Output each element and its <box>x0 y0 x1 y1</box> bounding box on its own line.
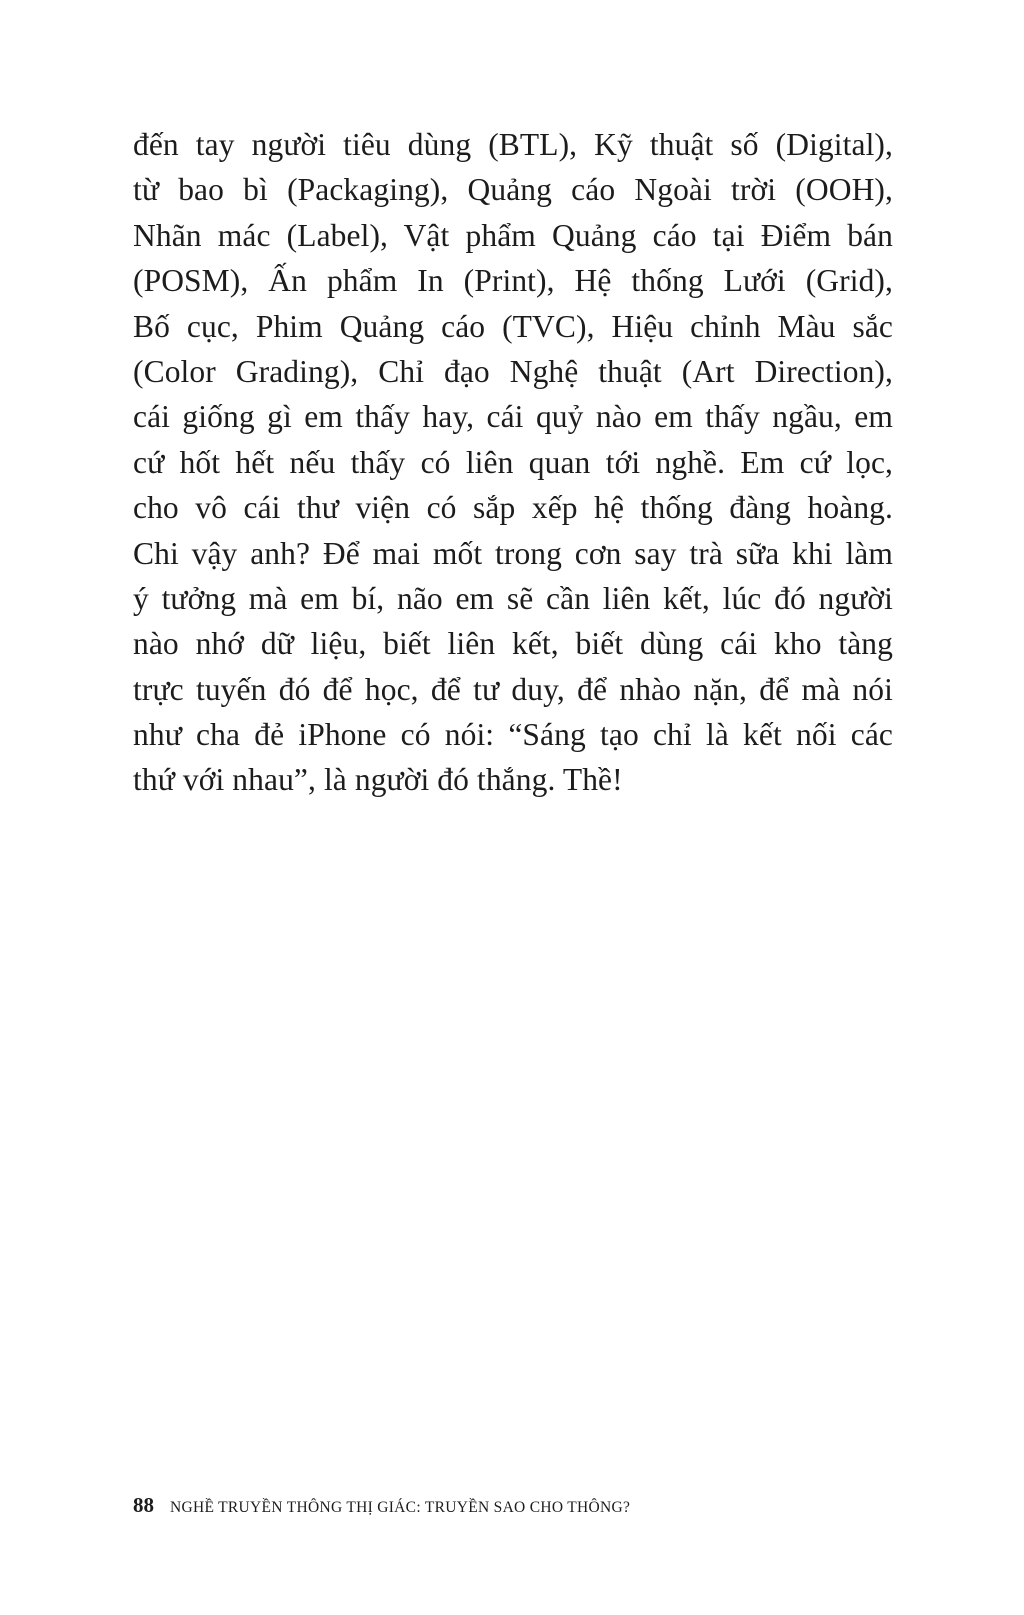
text-line: nào nhớ dữ liệu, biết liên kết, biết dùng cái kho tàng <box>133 626 893 662</box>
page-footer <box>133 1493 630 1517</box>
text-line: cứ hốt hết nếu thấy có liên quan tới nghề. Em cứ lọc, <box>133 444 893 480</box>
text-line: đến tay người tiêu dùng (BTL), Kỹ thuật số (Digital), <box>133 127 893 162</box>
text-line: như cha đẻ iPhone có nói: “Sáng tạo chỉ là kết nối các <box>133 717 893 753</box>
text-line: cho vô cái thư viện có sắp xếp hệ thống đàng hoàng. <box>133 490 893 526</box>
text-line: ý tưởng mà em bí, não em sẽ cần liên kết, lúc đó người <box>133 580 893 616</box>
text-line: Nhãn mác (Label), Vật phẩm Quảng cáo tại Điểm bán <box>133 217 893 253</box>
page-number: 88 <box>133 1493 154 1517</box>
text-line-last: thứ với nhau”, là người đó thắng. Thề! <box>133 762 623 798</box>
text-line: trực tuyến đó để học, để tư duy, để nhào nặn, để mà nói <box>133 671 893 707</box>
text-line: (POSM), Ấn phẩm In (Print), Hệ thống Lưới (Grid), <box>133 263 893 299</box>
body-paragraph <box>133 122 893 803</box>
text-line: (Color Grading), Chỉ đạo Nghệ thuật (Art Direction), <box>133 353 893 389</box>
text-line: Chi vậy anh? Để mai mốt trong cơn say trà sữa khi làm <box>133 535 893 571</box>
text-line: cái giống gì em thấy hay, cái quỷ nào em thấy ngầu, em <box>133 399 893 435</box>
text-line: Bố cục, Phim Quảng cáo (TVC), Hiệu chỉnh Màu sắc <box>133 308 893 344</box>
text-line: từ bao bì (Packaging), Quảng cáo Ngoài trời (OOH), <box>133 172 893 208</box>
running-title: NGHỀ TRUYỀN THÔNG THỊ GIÁC: TRUYỀN SAO CHO THÔNG? <box>170 1499 631 1516</box>
